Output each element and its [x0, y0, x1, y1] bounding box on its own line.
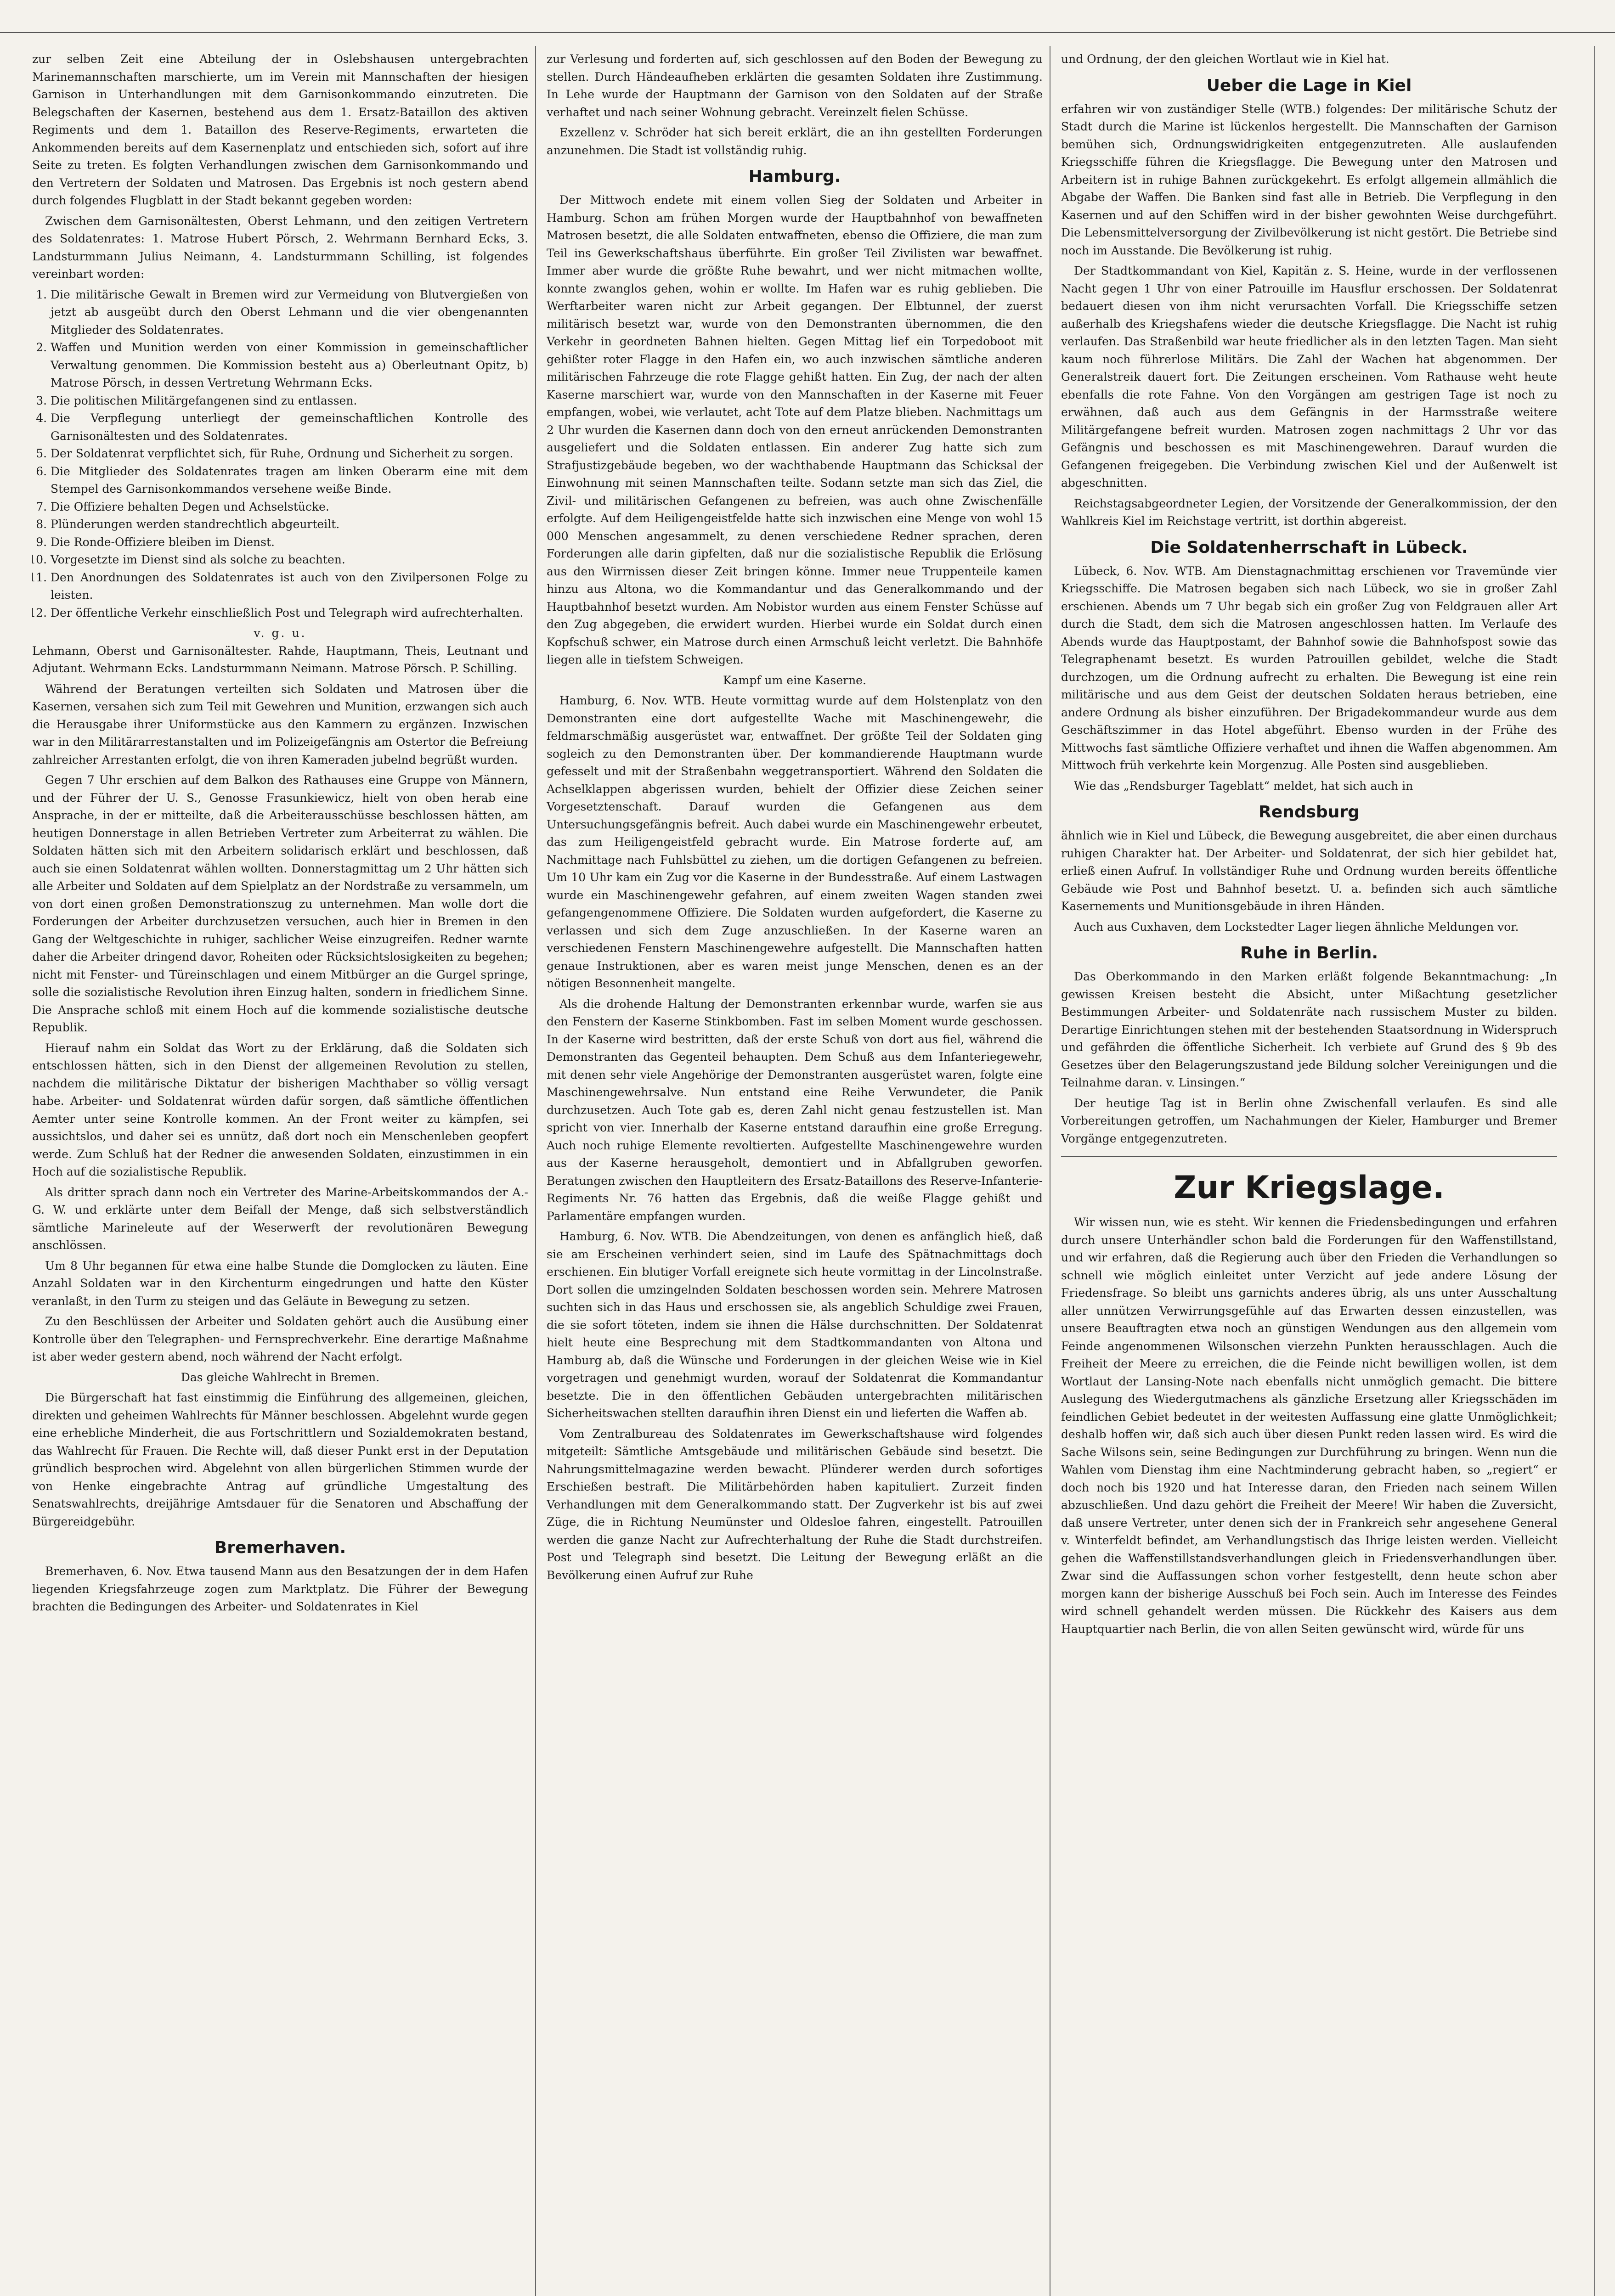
list-item: 4. Die Verpflegung unterliegt der gemeinschaftlichen Kontrolle des Garnisonältesten und des Soldatenrates.	[51, 410, 528, 445]
paragraph: Hamburg, 6. Nov. WTB. Die Abendzeitungen, von denen es anfänglich hieß, daß sie am Erscheinen verhindert seien, sind im Laufe des Spätnachmittags doch erschienen. Ein blutiger Vorfall ereignete sich heute vormittag in der Lincolnstraße. Dort sollen die umzingelnden Soldaten beschossen worden sein. Mehrere Matrosen suchten sich in das Haus und erschossen sie, als angeblich Schuldige zwei Frauen, die sie sofort töteten, indem sie ihnen die Hälse durchschnitten. Der Soldatenrat hielt heute eine Besprechung mit dem Stadtkommandanten von Altona und Hamburg ab, daß die Wünsche und Forderungen in der gleichen Weise wie in Kiel vorgetragen und genehmigt wurden, worauf der Soldatenrat die Kommandantur besetzte. Die in den öffentlichen Gebäuden untergebrachten militärischen Sicherheitswachen stellten daraufhin ihren Dienst ein und lieferten die Waffen ab.	[547, 1230, 1043, 1420]
paragraph: Das Oberkommando in den Marken erläßt folgende Bekanntmachung: „In gewissen Kreisen besteht die Absicht, unter Mißachtung gesetzlicher Bestimmungen Arbeiter- und Soldatenräte nach russischem Muster zu bilden. Derartige Einrichtungen stehen mit der bestehenden Staatsordnung in Widerspruch und gefährden die öffentliche Sicherheit. Ich verbiete auf Grund des § 9b des Gesetzes über den Belagerungszustand jede Bildung solcher Vereinigungen und die Teilnahme daran. v. Linsingen.“	[1061, 970, 1557, 1089]
paragraph: Zu den Beschlüssen der Arbeiter und Soldaten gehört auch die Ausübung einer Kontrolle über den Telegraphen- und Fernsprechverkehr. Eine derartige Maßnahme ist aber weder gestern abend, noch während der Nacht erfolgt.	[32, 1315, 528, 1363]
section-heading: Die Soldatenherrschaft in Lübeck.	[1150, 538, 1468, 557]
column-2	[547, 51, 1043, 2296]
article-title: Zur Kriegslage.	[1174, 1170, 1445, 1206]
paragraph: Auch aus Cuxhaven, dem Lockstedter Lager liegen ähnliche Meldungen vor.	[1074, 920, 1519, 934]
list-item: 11. Den Anordnungen des Soldatenrates ist auch von den Zivilpersonen Folge zu leisten.	[51, 569, 528, 604]
paragraph: Der Mittwoch endete mit einem vollen Sieg der Soldaten und Arbeiter in Hamburg. Schon am frühen Morgen wurde der Hauptbahnhof von bewaffneten Matrosen besetzt, die alle Soldaten entwaffneten, ebenso die Offiziere, die man zum Teil ins Gewerkschaftshaus überführte. Ein großer Teil Zivilisten war bewaffnet. Immer aber wurde die größte Ruhe bewahrt, und wer nicht mitmachen wollte, konnte zwanglos gehen, wohin er wollte. Im Hafen war es ruhig geblieben. Die Werftarbeiter waren nicht zur Arbeit gegangen. Der Elbtunnel, der zuerst militärisch besetzt war, wurde von den Demonstranten übernommen, die den Verkehr in geordneten Bahnen hielten. Gegen Mittag lief ein Torpedoboot mit gehißter roter Flagge in den Hafen ein, wo auch inzwischen sämtliche anderen militärischen Fahrzeuge die rote Flagge gehißt hatten. Ein Zug, der nach der alten Kaserne marschiert war, wurde von den Mannschaften in der Kaserne mit Feuer empfangen, wobei, wie verlautet, acht Tote auf dem Platze blieben. Nachmittags um 2 Uhr wurden die Kasernen dann doch von den erneut anrückenden Demonstranten ausgeliefert und die Soldaten entlassen. Ein anderer Zug hatte sich zum Strafjustizgebäude begeben, wo der wachthabende Hauptmann das Schicksal der Einwohnung mit seinen Mannschaften teilte. Sodann setzte man sich das Ziel, die Zivil- und militärischen Gefangenen zu befreien, was auch ohne Zwischenfälle erfolgte. Auf dem Heiligengeistfelde hatte sich inzwischen eine Menge von wohl 15 000 Menschen angesammelt, zu denen verschiedene Redner sprachen, deren Forderungen alle darin gipfelten, daß nur die sozialistische Republik die Erlösung aus den Wirrnissen dieser Zeit bringen könne. Immer neue Truppenteile kamen hinzu aus Altona, wo die Kommandantur und das Generalkommando und der Hauptbahnhof besetzt wurden. Am Nobistor wurden aus einem Fenster Schüsse auf den Zug abgegeben, die erwidert wurden. Hierbei wurde ein Soldat durch einen Kopfschuß schwer, ein Matrose durch einen Armschuß leicht verletzt. Die Bahnhöfe liegen alle in tiefstem Schweigen.	[547, 193, 1043, 666]
paragraph: Während der Beratungen verteilten sich Soldaten und Matrosen über die Kasernen, versahen sich zum Teil mit Gewehren und Munition, erzwangen sich auch die Herausgabe ihrer Uniformstücke aus den Kammern zu ergänzen. Inzwischen war in den Militärarrestanstalten und im Polizeigefängnis am Ostertor die Befreiung zahlreicher Arrestanten erfolgt, die von ihren Kameraden jubelnd begrüßt wurden.	[32, 682, 528, 766]
section-heading: Rendsburg	[1259, 803, 1360, 822]
list-item: 7. Die Offiziere behalten Degen und Achselstücke.	[51, 498, 528, 516]
paragraph: und Ordnung, der den gleichen Wortlaut wie in Kiel hat.	[1061, 52, 1389, 66]
paragraph: Bremerhaven, 6. Nov. Etwa tausend Mann aus den Besatzungen der in dem Hafen liegenden Kriegsfahrzeuge zogen zum Marktplatz. Die Führer der Bewegung brachten die Bedingungen des Arbeiter- und Soldatenrates in Kiel	[32, 1564, 528, 1613]
list-item: 12. Der öffentliche Verkehr einschließlich Post und Telegraph wird aufrechterhalten.	[51, 604, 528, 622]
paragraph: Der heutige Tag ist in Berlin ohne Zwischenfall verlaufen. Es sind alle Vorbereitungen getroffen, um Nachahmungen der Kieler, Hamburger und Bremer Vorgänge entgegenzutreten.	[1061, 1096, 1557, 1145]
paragraph: erfahren wir von zuständiger Stelle (WTB.) folgendes: Der militärische Schutz der Stadt durch die Marine ist lückenlos hergestellt. Die Mannschaften der Garnison bemühen sich, Ordnungswidrigkeiten entgegenzutreten. Alle auslaufenden Kriegsschiffe führen die Kriegsflagge. Die Bewegung unter den Matrosen und Arbeitern ist in ruhige Bahnen zurückgekehrt. Es erfolgt allgemein allmählich die Abgabe der Waffen. Die Banken sind fast alle in Betrieb. Die Verpflegung in den Kasernen und auf den Schiffen wird in der bisher gewohnten Weise durchgeführt. Die Lebensmittelversorgung der Zivilbevölkerung ist nicht gestört. Die Betriebe sind noch im Ausstande. Die Bevölkerung ist ruhig.	[1061, 102, 1557, 257]
section-heading: Ueber die Lage in Kiel	[1206, 76, 1412, 95]
top-rule	[0, 32, 1615, 33]
paragraph: Wir wissen nun, wie es steht. Wir kennen die Friedensbedingungen und erfahren durch unsere Unterhändler schon bald die Forderungen für den Waffenstillstand, und wir erfahren, daß die Regierung auch über den Frieden die Verhandlungen so schnell wie möglich einleitet unter Verzicht auf jede andere Lösung der Friedensfrage. So bleibt uns garnichts anderes übrig, als uns unter Ausschaltung aller unnützen Verwirrungsgefühle auf das Erwarten dessen einzustellen, was unsere Beauftragten etwa noch an günstigen Wendungen aus den allgemein vom Feinde angenommenen Wilsonschen vierzehn Punkten herausschlagen. Auch die Freiheit der Meere zu erreichen, die die Feinde nicht bewilligen wollen, ist dem Wortlaut der Lansing-Note nach ebenfalls nicht unmöglich gemacht. Die bittere Auslegung des Wiedergutmachens als gänzliche Ersetzung aller Kriegsschäden im feindlichen Gebiet bedeutet in der weitesten Auffassung eine glatte Unmöglichkeit; deshalb hoffen wir, daß sich auch über diesen Punkt reden lassen wird. Es wird die Sache Wilsons sein, seine Bedingungen zur Durchführung zu bringen. Wenn nun die Wahlen vom Dienstag ihm eine Nachtminderung gebracht haben, so „regiert“ er doch noch bis 1920 und hat Interesse daran, den Frieden nach seinem Willen abzuschließen. Und dazu gehört die Freiheit der Meere! Wir haben die Zuversicht, daß unsere Vertreter, unter denen sich der in Frankreich sehr angesehene General v. Winterfeldt befindet, am Verhandlungstisch das Ihrige leisten werden. Vielleicht gehen die Waffenstillstandsverhandlungen gleich in Friedensverhandlungen über. Zwar sind die Auffassungen schon vorher festgestellt, denn heute schon aber morgen kann der bisherige Ausschuß bei Foch sein. Auch im Interesse des Feindes wird schnell gehandelt werden müssen. Die Rückkehr des Kaisers aus dem Hauptquartier nach Berlin, die von allen Seiten gewünscht wird, würde für uns	[1061, 1216, 1557, 1636]
paragraph: Der Stadtkommandant von Kiel, Kapitän z. S. Heine, wurde in der verflossenen Nacht gegen 1 Uhr von einer Patrouille im Hausflur erschossen. Der Soldatenrat bedauert diesen von ihm nicht verursachten Vorfall. Die Kriegsschiffe setzen außerhalb des Kriegshafens wieder die deutsche Kriegsflagge. Die Nacht ist ruhig verlaufen. Das Straßenbild war heute friedlicher als in den letzten Tagen. Man sieht kaum noch führerlose Militärs. Die Zahl der Wachen hat abgenommen. Der Generalstreik dauert fort. Die Zeitungen erscheinen. Vom Rathause weht heute ebenfalls die rote Fahne. Von den Vorgängen am gestrigen Tage ist noch zu erwähnen, daß auch aus dem Gefängnis in der Harmsstraße weitere Militärgefangene befreit wurden. Matrosen zogen nachmittags 2 Uhr vor das Gefängnis und beschossen es mit Maschinengewehren. Darauf wurden die Gefangenen freigegeben. Die Verbindung zwischen Kiel und der Außenwelt ist abgeschnitten.	[1061, 264, 1557, 490]
column-3	[1061, 51, 1557, 2296]
list-item: 1. Die militärische Gewalt in Bremen wird zur Vermeidung von Blutvergießen von jetzt ab ausgeübt durch den Oberst Lehmann und die vier obengenannten Mitglieder des Soldatenrates.	[51, 286, 528, 339]
paragraph: Zwischen dem Garnisonältesten, Oberst Lehmann, und den zeitigen Vertretern des Soldatenrates: 1. Matrose Hubert Pörsch, 2. Wehrmann Bernhard Ecks, 3. Landsturmmann Julius Neimann, 4. Landsturmmann Schilling, ist folgendes vereinbart worden:	[32, 214, 528, 281]
paragraph: Um 8 Uhr begannen für etwa eine halbe Stunde die Domglocken zu läuten. Eine Anzahl Soldaten war in den Kirchenturm eingedrungen und hatte den Küster veranlaßt, in den Turm zu steigen und das Geläute in Bewegung zu setzen.	[32, 1259, 528, 1308]
paragraph: Die Bürgerschaft hat fast einstimmig die Einführung des allgemeinen, gleichen, direkten und geheimen Wahlrechts für Männer beschlossen. Abgelehnt wurde gegen eine erhebliche Minderheit, die aus Fortschrittlern und Sozialdemokraten bestand, das Wahlrecht für Frauen. Die Rechte will, daß dieser Punkt erst in der Deputation gründlich besprochen wird. Abgelehnt von allen bürgerlichen Stimmen wurde der von Henke eingebrachte Antrag auf gründliche Umgestaltung des Senatswahlrechts, dreijährige Amtsdauer für die Senatoren und Abschaffung der Bürgereidgebühr.	[32, 1391, 528, 1528]
paragraph: Hierauf nahm ein Soldat das Wort zu der Erklärung, daß die Soldaten sich entschlossen hätten, sich in den Dienst der allgemeinen Revolution zu stellen, nachdem die militärische Diktatur der bisherigen Machthaber so völlig versagt habe. Arbeiter- und Soldatenrat würden dafür sorgen, daß sämtliche öffentlichen Aemter unter seine Kontrolle kommen. An der Front weiter zu kämpfen, sei aussichtslos, und daher sei es unnütz, daß dort noch ein Menschenleben geopfert werde. Zum Schluß hat der Redner die anwesenden Soldaten, einzustimmen in ein Hoch auf die sozialistische Republik.	[32, 1041, 528, 1178]
list-item: 2. Waffen und Munition werden von einer Kommission in gemeinschaftlicher Verwaltung genommen. Die Kommission besteht aus a) Oberleutnant Opitz, b) Matrose Pörsch, in dessen Vertretung Wehrmann Ecks.	[51, 339, 528, 392]
signatures: Lehmann, Oberst und Garnisonältester. Rahde, Hauptmann, Theis, Leutnant und Adjutant. Wehrmann Ecks. Landsturmmann Neimann. Matrose Pörsch. P. Schilling.	[32, 644, 528, 675]
paragraph: Lübeck, 6. Nov. WTB. Am Dienstagnachmittag erschienen vor Travemünde vier Kriegsschiffe. Die Matrosen begaben sich nach Lübeck, wo sie in großer Zahl erschienen. Abends um 7 Uhr begab sich ein großer Zug von Feldgrauen aller Art durch die Stadt, dem sich die Matrosen angeschlossen hatten. Im Verlaufe des Abends wurde das Hauptpostamt, der Bahnhof sowie die Bahnhofspost sowie das Telegraphenamt besetzt. Es wurden Patrouillen gebildet, welche die Stadt durchzogen, um die Ordnung aufrecht zu erhalten. Die Bewegung ist eine rein militärische und aus dem Geist der deutschen Soldaten heraus betrieben, eine andere Ordnung als bisher einzuführen. Der Brigadekommandeur wurde aus dem Geschäftszimmer in das Hotel abgeführt. Ebenso wurden in der Frühe des Mittwochs fast sämtliche Offiziere verhaftet und ihnen die Waffen abgenommen. Am Mittwoch früh verkehrte kein Morgenzug. Alle Posten sind ausgeblieben.	[1061, 564, 1557, 772]
paragraph: Als die drohende Haltung der Demonstranten erkennbar wurde, warfen sie aus den Fenstern der Kaserne Stinkbomben. Fast im selben Moment wurde geschossen. In der Kaserne wird bestritten, daß der erste Schuß von dort aus fiel, während die Demonstranten das Gegenteil behaupten. Dem Schuß aus dem Infanteriegewehr, mit denen sehr viele Angehörige der Demonstranten ausgerüstet waren, folgte eine Maschinengewehrsalve. Nun entstand eine Reihe Verwundeter, die Panik durchzusetzen. Auch Tote gab es, deren Zahl nicht genau festzustellen ist. Man spricht von vier. Innerhalb der Kaserne entstand daraufhin eine große Erregung. Auch noch ruhige Elemente revoltierten. Aufgestellte Maschinengewehre wurden aus der Kaserne herausgeholt, demontiert und in Abfallgruben geworfen. Beratungen zwischen den Hauptleitern des Ersatz-Bataillons des Reserve-Infanterie-Regiments Nr. 76 hatten das Ergebnis, daß die weiße Flagge gehißt und Parlamentäre empfangen wurden.	[547, 997, 1043, 1223]
section-heading: Ruhe in Berlin.	[1240, 944, 1378, 962]
column-divider	[535, 46, 536, 2296]
agreement-list	[51, 286, 528, 622]
section-rule	[1061, 1156, 1557, 1157]
section-heading: Hamburg.	[748, 167, 841, 186]
paragraph: Hamburg, 6. Nov. WTB. Heute vormittag wurde auf dem Holstenplatz von den Demonstranten eine dort aufgestellte Wache mit Maschinengewehr, die feldmarschmäßig ausgerüstet war, entwaffnet. Der größte Teil der Soldaten ging sogleich zu den Demonstranten über. Der kommandierende Hauptmann wurde gefesselt und mit der Straßenbahn weggetransportiert. Während den Soldaten die Achselklappen abgerissen wurden, behielt der Offizier diese Zeichen seiner Vorgesetztenschaft. Darauf wurden die Gefangenen aus dem Untersuchungsgefängnis befreit. Auch dabei wurde ein Maschinengewehr erbeutet, das zum Heiligengeistfeld gebracht wurde. Ein Matrose forderte auf, am Nachmittage nach Fuhlsbüttel zu ziehen, um die dortigen Gefangenen zu befreien. Um 10 Uhr kam ein Zug vor die Kaserne in der Bundesstraße. Auf einem Lastwagen wurde ein Maschinengewehr gefahren, auf einem zweiten Wagen standen zwei gefangengenommene Offiziere. Die Soldaten wurden aufgefordert, die Kaserne zu verlassen und sich dem Zuge anzuschließen. In der Kaserne waren an verschiedenen Fenstern Maschinengewehre aufgestellt. Die Mannschaften hatten genaue Instruktionen, aber es waren meist junge Menschen, denen es an der nötigen Besonnenheit mangelte.	[547, 694, 1043, 990]
paragraph: Wie das „Rendsburger Tageblatt“ meldet, hat sich auch in	[1074, 779, 1413, 793]
section-heading: Bremerhaven.	[214, 1538, 346, 1557]
paragraph: Vom Zentralbureau des Soldatenrates im Gewerkschaftshause wird folgendes mitgeteilt: Sämtliche Amtsgebäude und militärischen Gebäude sind besetzt. Die Nahrungsmittelmagazine werden bewacht. Plünderer werden durch sofortiges Erschießen bestraft. Die Militärbehörden haben kapituliert. Zurzeit finden Verhandlungen mit dem Generalkommando statt. Der Zugverkehr ist bis auf zwei Züge, die in Richtung Neumünster und Oldesloe fahren, eingestellt. Patrouillen werden die ganze Nacht zur Aufrechterhaltung der Ruhe die Stadt durchstreifen. Post und Telegraph sind besetzt. Die Leitung der Bewegung erläßt an die Bevölkerung einen Aufruf zur Ruhe	[547, 1427, 1043, 1582]
list-item: 10. Vorgesetzte im Dienst sind als solche zu beachten.	[51, 551, 528, 569]
paragraph: Als dritter sprach dann noch ein Vertreter des Marine-Arbeitskommandos der A.-G. W. und erklärte unter dem Beifall der Menge, daß sich selbstverständlich sämtliche Marineleute auf der Weserwerft der revolutionären Bewegung anschlössen.	[32, 1185, 528, 1252]
paragraph: zur Verlesung und forderten auf, sich geschlossen auf den Boden der Bewegung zu stellen. Durch Händeaufheben erklärten die gesamten Soldaten ihre Zustimmung. In Lehe wurde der Hauptmann der Garnison von den Soldaten auf der Straße verhaftet und nach seiner Wohnung gebracht. Vereinzelt fielen Schüsse.	[547, 52, 1043, 119]
paragraph: Gegen 7 Uhr erschien auf dem Balkon des Rathauses eine Gruppe von Männern, und der Führer der U. S., Genosse Frasunkiewicz, hielt von oben herab eine Ansprache, in der er mitteilte, daß die Arbeiterausschüsse beschlossen hätten, am heutigen Donnerstage in allen Betrieben Vertreter zum Arbeiterrat zu wählen. Die Soldaten hätten sich mit den Arbeitern solidarisch erklärt und beschlossen, daß auch sie einen Soldatenrat wählen wollten. Donnerstagmittag um 2 Uhr hätten sich alle Arbeiter und Soldaten auf dem Spielplatz an der Nordstraße zu versammeln, um von dort einen großen Demonstrationszug zu unternehmen. Man wolle dort die Forderungen der Arbeiter durchzusetzen versuchen, auch hier in Bremen in den Gang der Weltgeschichte in ruhiger, sachlicher Weise einzugreifen. Redner warnte daher die Arbeiter dringend davor, Roheiten oder Rücksichtslosigkeiten zu begehen; nicht mit Fenster- und Türeinschlagen und einem Mitbürger an die Gurgel springe, solle die sozialistische Revolution ihren Einzug halten, sondern in friedlichem Sinne. Die Ansprache schloß mit einem Hoch auf die kommende sozialistische deutsche Republik.	[32, 773, 528, 1034]
adjacent-page-edge	[1594, 46, 1611, 2296]
list-item: 3. Die politischen Militärgefangenen sind zu entlassen.	[51, 392, 528, 410]
column-1	[32, 51, 528, 2296]
list-item: 8. Plünderungen werden standrechtlich abgeurteilt.	[51, 516, 528, 534]
subheading: Kampf um eine Kaserne.	[723, 673, 866, 687]
paragraph: ähnlich wie in Kiel und Lübeck, die Bewegung ausgebreitet, die aber einen durchaus ruhigen Charakter hat. Der Arbeiter- und Soldatenrat, der sich hier gebildet hat, erließ einen Aufruf. In vollständiger Ruhe und Ordnung wurden bereits öffentliche Gebäude wie Post und Bahnhof besetzt. U. a. befinden sich auch sämtliche Kasernements und Munitionsgebäude in ihren Händen.	[1061, 829, 1557, 913]
section-heading: Das gleiche Wahlrecht in Bremen.	[181, 1370, 380, 1384]
paragraph: zur selben Zeit eine Abteilung der in Oslebshausen untergebrachten Marinemannschaften marschierte, um im Verein mit Mannschaften der hiesigen Garnison in Unterhandlungen mit dem Garnisonkommando einzutreten. Die Belegschaften der Kasernen, bestehend aus dem 1. Ersatz-Bataillon des aktiven Regiments und dem 1. Bataillon des Reserve-Regiments, erwarteten die Ankommenden bereits auf dem Kasernenplatz und entschieden sich, sofort auf ihre Seite zu treten. Es folgten Verhandlungen zwischen dem Garnisonkommando und den Vertretern der Soldaten und Matrosen. Das Ergebnis ist noch gestern abend durch folgendes Flugblatt in der Stadt bekannt gegeben worden:	[32, 52, 528, 207]
list-item: 6. Die Mitglieder des Soldatenrates tragen am linken Oberarm eine mit dem Stempel des Garnisonkommandos versehene weiße Binde.	[51, 463, 528, 498]
paragraph: Exzellenz v. Schröder hat sich bereit erklärt, die an ihn gestellten Forderungen anzunehmen. Die Stadt ist vollständig ruhig.	[547, 126, 1043, 157]
paragraph: Reichstagsabgeordneter Legien, der Vorsitzende der Generalkommission, der den Wahlkreis Kiel im Reichstage vertritt, ist dorthin abgereist.	[1061, 496, 1557, 528]
vgu-line: v. g. u.	[254, 626, 307, 640]
list-item: 9. Die Ronde-Offiziere bleiben im Dienst.	[51, 534, 528, 551]
list-item: 5. Der Soldatenrat verpflichtet sich, für Ruhe, Ordnung und Sicherheit zu sorgen.	[51, 445, 528, 463]
